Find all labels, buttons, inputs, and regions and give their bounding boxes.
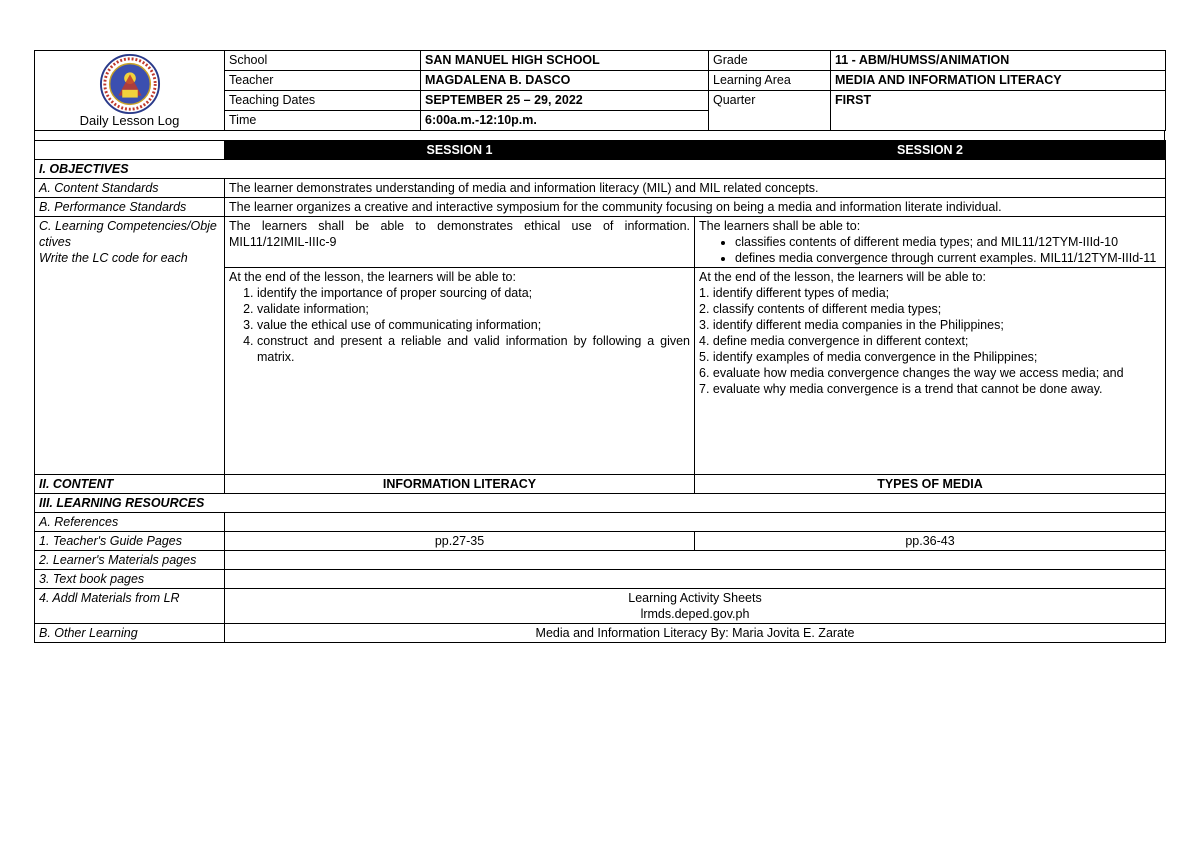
addl-line-2: lrmds.deped.gov.ph [640,607,750,621]
header-table [34,50,1166,131]
end-s1-list [229,285,690,365]
text-book-label: 3. Text book pages [35,570,225,589]
content-standards-label: A. Content Standards [35,179,225,198]
school-value: SAN MANUEL HIGH SCHOOL [421,51,709,71]
learning-area-value: MEDIA AND INFORMATION LITERACY [831,71,1166,91]
end-s2-item: 7. evaluate why media convergence is a trend that cannot be done away. [699,382,1103,396]
objectives-heading: I. OBJECTIVES [35,160,1166,179]
content-standards-text: The learner demonstrates understanding of media and information literacy (MIL) and MIL related concepts. [225,179,1166,198]
quarter-value: FIRST [831,91,1166,131]
teachers-guide-session-2: pp.36-43 [695,532,1166,551]
lc-s2-list [699,234,1161,266]
content-session-1: INFORMATION LITERACY [225,475,695,494]
content-session-2: TYPES OF MEDIA [695,475,1166,494]
lc-session-1: The learners shall be able to demonstrates ethical use of information. MIL11/12IMIL-IIIc-9 [225,217,695,268]
addl-materials-value [225,589,1166,624]
learners-materials-value [225,551,1166,570]
time-label: Time [225,111,421,131]
references-value [225,513,1166,532]
end-s1-item: 4. construct and present a reliable and valid information by following a given matrix. [257,333,690,365]
end-s1-intro: At the end of the lesson, the learners will be able to: [229,270,516,284]
performance-standards-label: B. Performance Standards [35,198,225,217]
logo-cell [35,51,225,131]
lesson-table [34,140,1166,643]
grade-label: Grade [709,51,831,71]
spacer [34,131,1165,140]
session-1-header: SESSION 1 [225,141,695,160]
grade-value: 11 - ABM/HUMSS/ANIMATION [831,51,1166,71]
school-label: School [225,51,421,71]
addl-line-1: Learning Activity Sheets [628,591,762,605]
daily-lesson-log-sheet [34,50,1165,643]
time-value: 6:00a.m.-12:10p.m. [421,111,709,131]
objectives-session-2 [695,268,1166,475]
lc-s2-item: • classifies contents of different media types; and MIL11/12TYM-IIId-10 [735,234,1161,250]
teaching-dates-value: SEPTEMBER 25 – 29, 2022 [421,91,709,111]
end-s2-item: 4. define media convergence in different context; [699,334,969,348]
lc-label-line-1: C. Learning Competencies/Objectives [39,219,217,249]
references-label: A. References [35,513,225,532]
objectives-session-1 [225,268,695,475]
lc-s2-item: • defines media convergence through current examples. MIL11/12TYM-IIId-11 [735,250,1161,266]
end-s2-intro: At the end of the lesson, the learners will be able to: [699,270,986,284]
session-2-header: SESSION 2 [695,141,1166,160]
teacher-value: MAGDALENA B. DASCO [421,71,709,91]
learning-competencies-label [35,217,225,475]
teachers-guide-session-1: pp.27-35 [225,532,695,551]
lc-session-2 [695,217,1166,268]
other-learning-value: Media and Information Literacy By: Maria Jovita E. Zarate [225,624,1166,643]
text-book-value [225,570,1166,589]
end-s2-item: 3. identify different media companies in the Philippines; [699,318,1004,332]
end-s2-item: 5. identify examples of media convergence in the Philippines; [699,350,1038,364]
teaching-dates-label: Teaching Dates [225,91,421,111]
lc-label-line-2: Write the LC code for each [39,251,188,265]
learning-resources-heading: III. LEARNING RESOURCES [35,494,1166,513]
teachers-guide-label: 1. Teacher's Guide Pages [35,532,225,551]
session-header-blank [35,141,225,160]
end-s1-item: 3. value the ethical use of communicating information; [257,317,690,333]
other-learning-label: B. Other Learning [35,624,225,643]
performance-standards-text: The learner organizes a creative and interactive symposium for the community focusing on being a media and information literate individual. [225,198,1166,217]
end-s1-item: 1. identify the importance of proper sourcing of data; [257,285,690,301]
deped-seal-icon [99,53,161,115]
document-title: Daily Lesson Log [79,113,180,128]
content-label: II. CONTENT [35,475,225,494]
learning-area-label: Learning Area [709,71,831,91]
end-s2-item: 6. evaluate how media convergence changes the way we access media; and [699,366,1124,380]
learners-materials-label: 2. Learner's Materials pages [35,551,225,570]
addl-materials-label: 4. Addl Materials from LR [35,589,225,624]
end-s2-item: 1. identify different types of media; [699,286,890,300]
teacher-label: Teacher [225,71,421,91]
quarter-label: Quarter [709,91,831,131]
end-s2-item: 2. classify contents of different media types; [699,302,942,316]
end-s1-item: 2. validate information; [257,301,690,317]
lc-s2-intro: The learners shall be able to: [699,219,861,233]
